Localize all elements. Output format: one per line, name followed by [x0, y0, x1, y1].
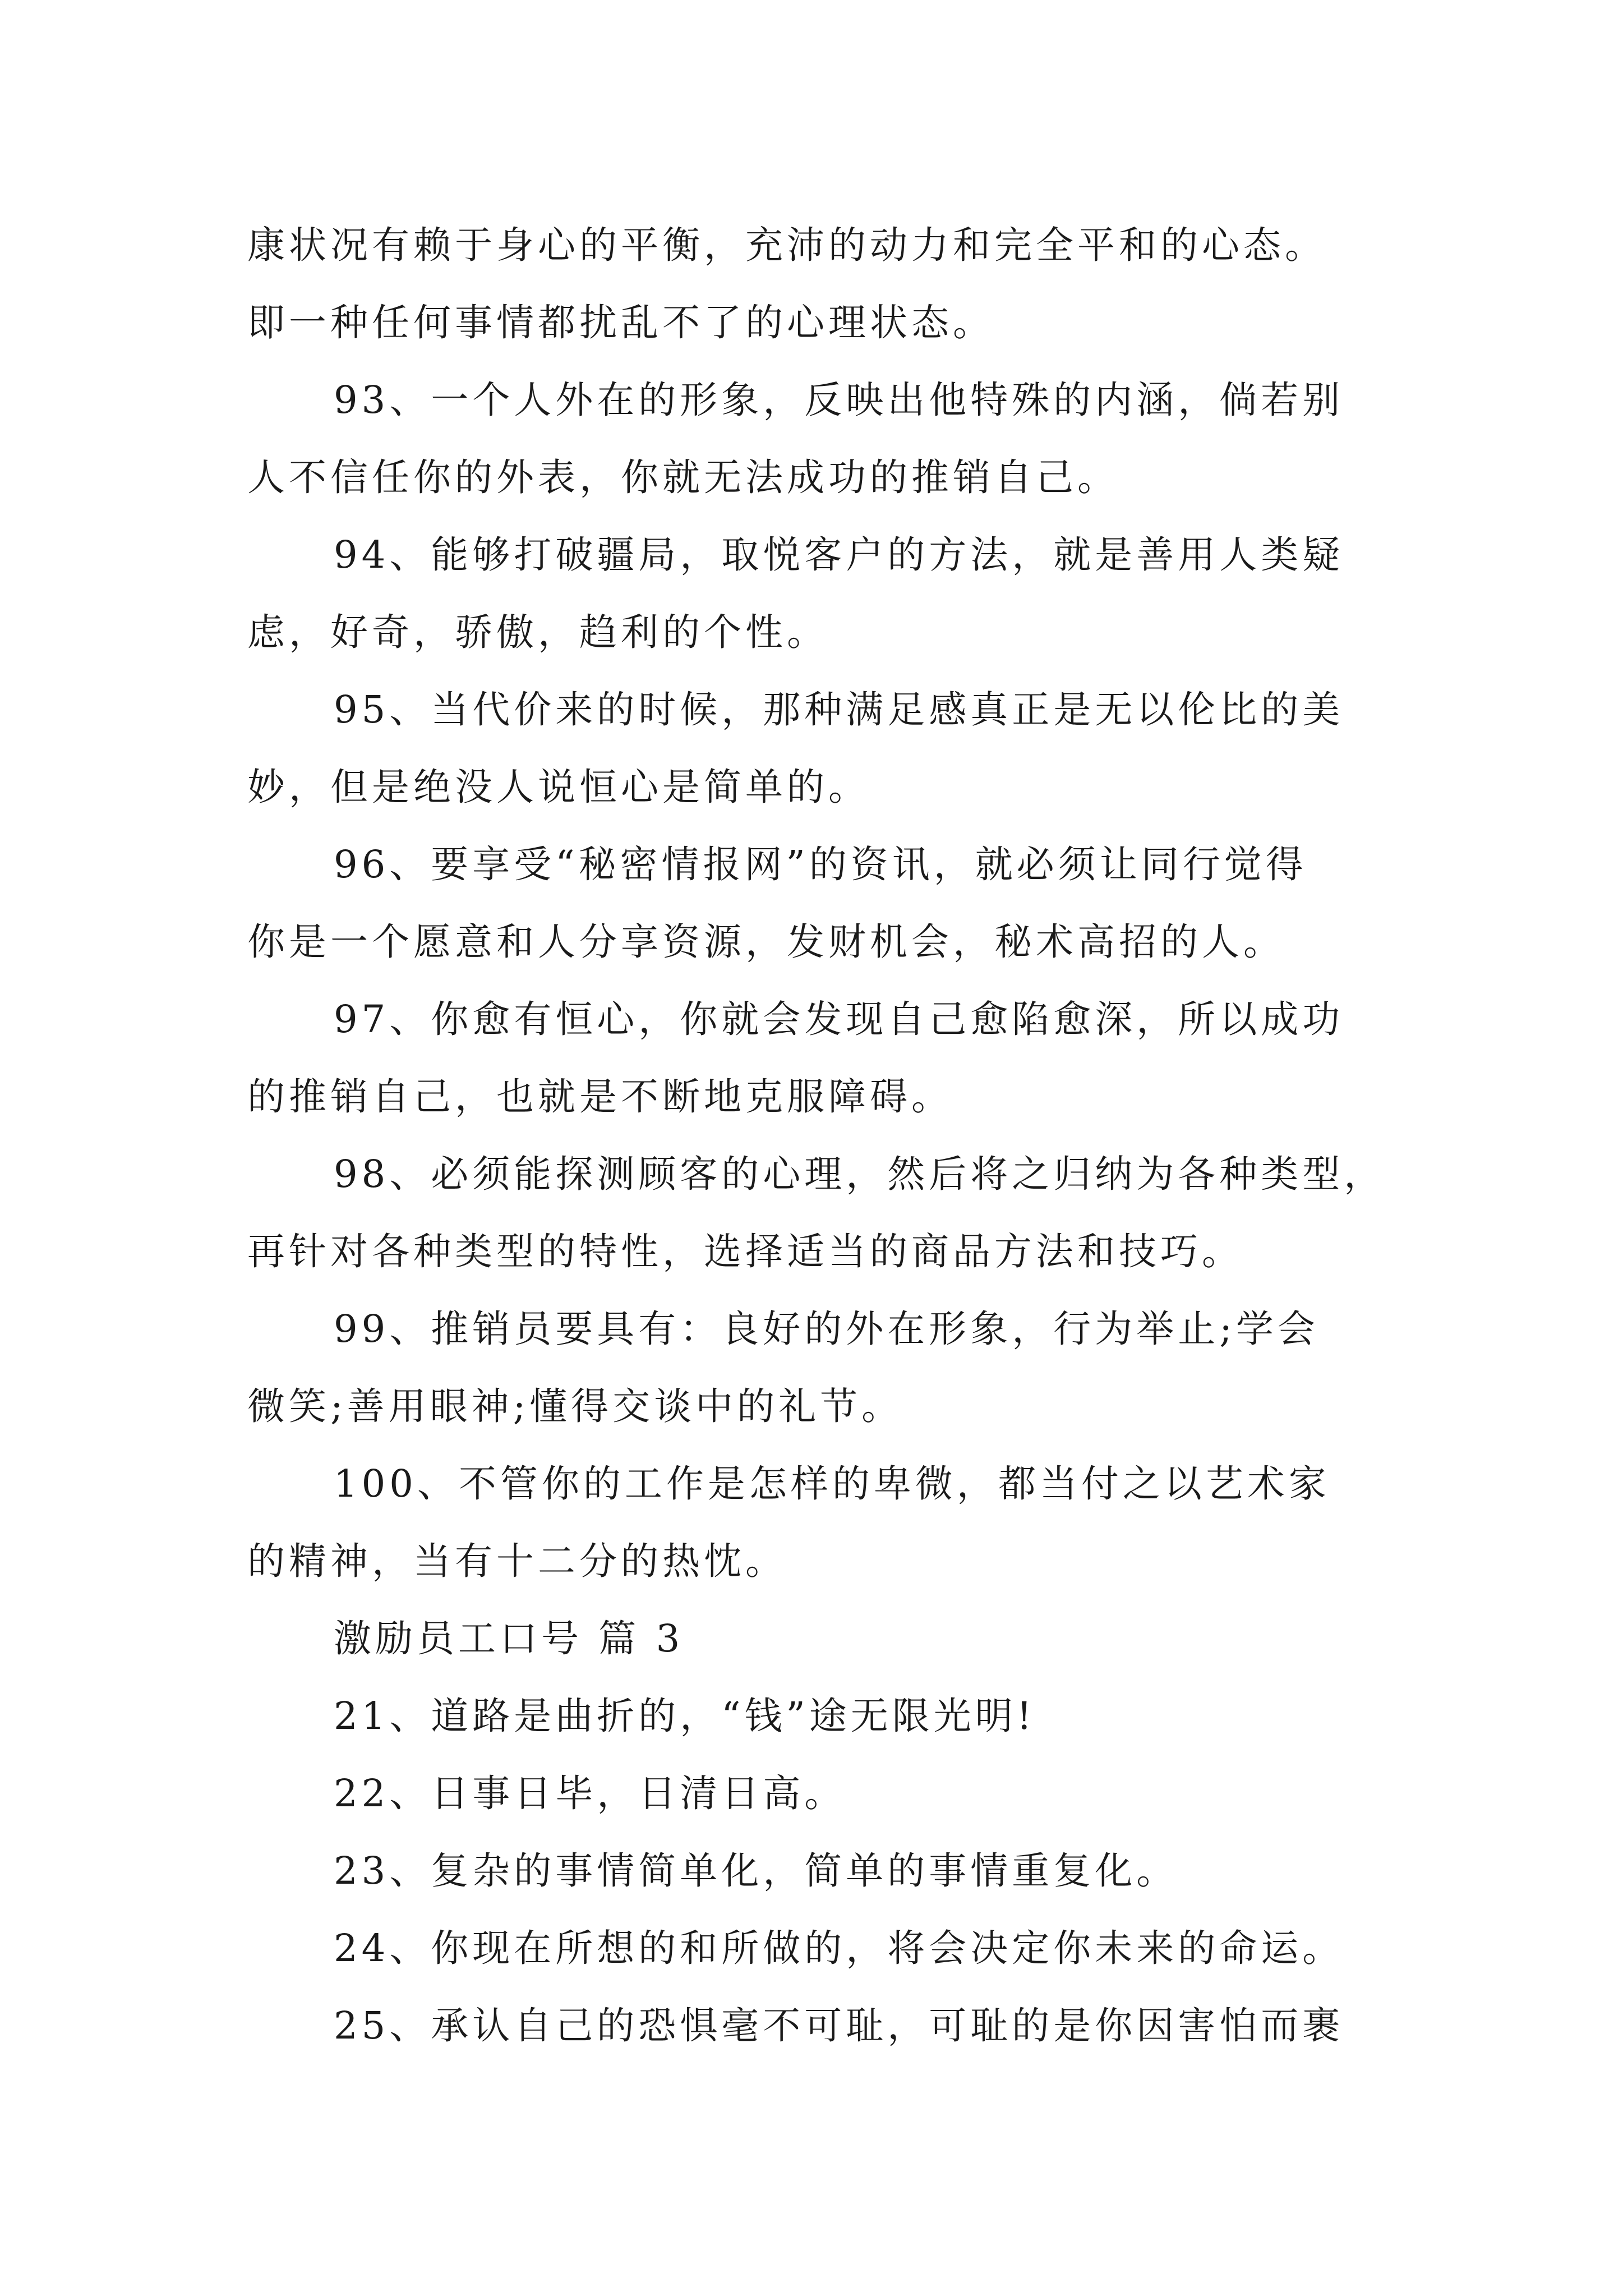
- text-line: 100、不管你的工作是怎样的卑微，都当付之以艺术家: [334, 1462, 1330, 1506]
- text-line: 23、复杂的事情简单化，简单的事情重复化。: [334, 1849, 1178, 1893]
- text-line: 人不信任你的外表，你就无法成功的推销自己。: [247, 455, 1119, 499]
- text-line: 即一种任何事情都扰乱不了的心理状态。: [247, 301, 994, 344]
- text-line: 94、能够打破疆局，取悦客户的方法，就是善用人类疑: [334, 533, 1344, 577]
- document-body: [247, 206, 1391, 2064]
- text-line: 97、你愈有恒心，你就会发现自己愈陷愈深，所以成功: [334, 997, 1344, 1041]
- text-line: 妙，但是绝没人说恒心是简单的。: [247, 765, 870, 809]
- text-line: 你是一个愿意和人分享资源，发财机会，秘术高招的人。: [247, 920, 1285, 964]
- text-line: 98、必须能探测顾客的心理，然后将之归纳为各种类型，: [334, 1152, 1386, 1196]
- text-line: 的精神，当有十二分的热忱。: [247, 1539, 787, 1583]
- text-line: 24、你现在所想的和所做的，将会决定你未来的命运。: [334, 1926, 1344, 1970]
- text-line: 的推销自己，也就是不断地克服障碍。: [247, 1075, 953, 1119]
- text-line: 21、道路是曲折的，“钱”途无限光明!: [334, 1694, 1036, 1738]
- text-line: 99、推销员要具有：良好的外在形象，行为举止;学会: [334, 1307, 1319, 1351]
- section-heading: 激励员工口号 篇 3: [334, 1617, 684, 1660]
- text-line: 虑，好奇，骄傲，趋利的个性。: [247, 610, 828, 654]
- text-line: 22、日事日毕，日清日高。: [334, 1772, 846, 1815]
- text-line: 微笑;善用眼神;懂得交谈中的礼节。: [247, 1384, 903, 1428]
- text-line: 93、一个人外在的形象，反映出他特殊的内涵，倘若别: [334, 378, 1344, 422]
- text-line: 95、当代价来的时候，那种满足感真正是无以伦比的美: [334, 688, 1344, 731]
- text-line: 康状况有赖于身心的平衡，充沛的动力和完全平和的心态。: [247, 223, 1326, 267]
- text-line: 25、承认自己的恐惧毫不可耻，可耻的是你因害怕而裹: [334, 2004, 1344, 2047]
- text-line: 再针对各种类型的特性，选择适当的商品方法和技巧。: [247, 1230, 1243, 1273]
- text-line: 96、要享受“秘密情报网”的资讯，就必须让同行觉得: [334, 843, 1307, 886]
